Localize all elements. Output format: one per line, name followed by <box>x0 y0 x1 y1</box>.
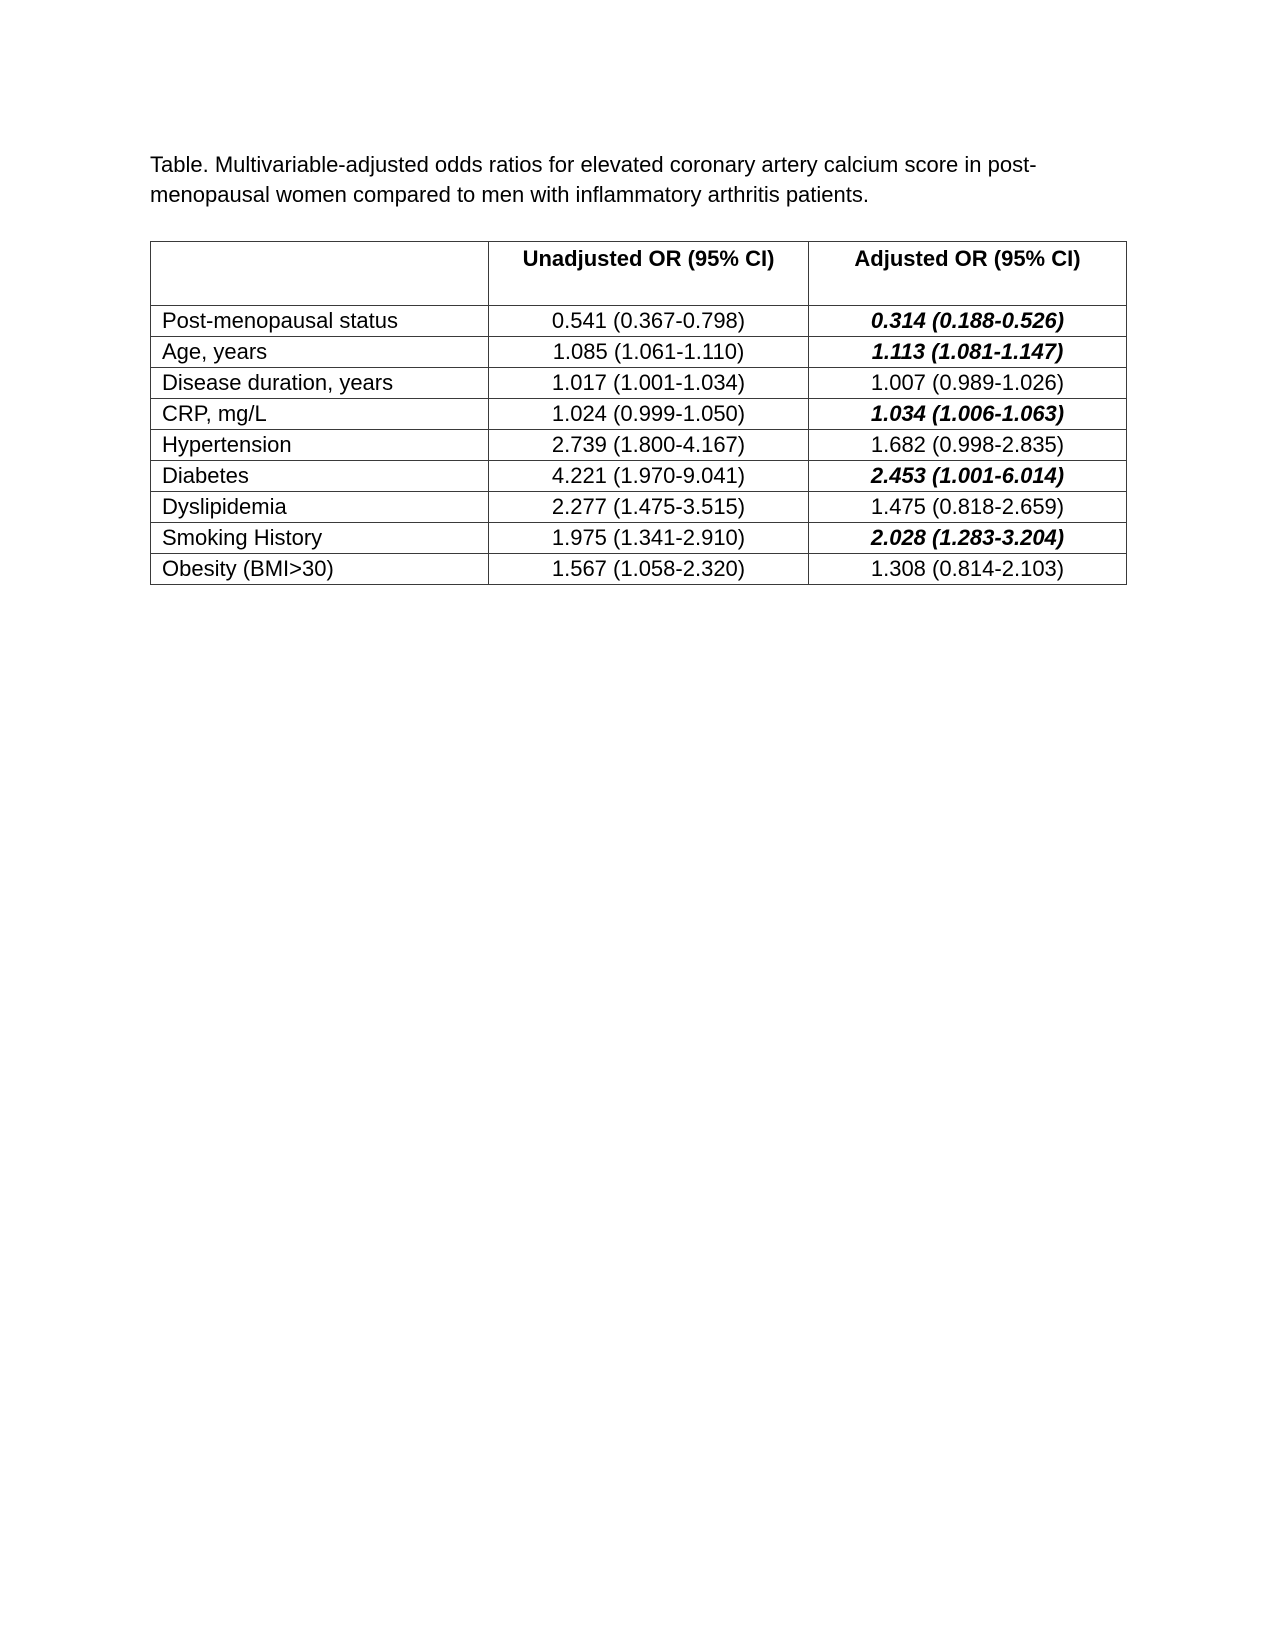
variable-cell: CRP, mg/L <box>151 399 489 430</box>
adjusted-or-cell: 0.314 (0.188-0.526) <box>809 306 1127 337</box>
adjusted-or-cell: 2.453 (1.001-6.014) <box>809 461 1127 492</box>
unadjusted-or-cell: 1.085 (1.061-1.110) <box>489 337 809 368</box>
unadjusted-or-cell: 1.017 (1.001-1.034) <box>489 368 809 399</box>
variable-cell: Disease duration, years <box>151 368 489 399</box>
header-variable <box>151 242 489 306</box>
variable-cell: Post-menopausal status <box>151 306 489 337</box>
header-unadjusted-or: Unadjusted OR (95% CI) <box>489 242 809 306</box>
table-row <box>151 337 1127 368</box>
unadjusted-or-cell: 1.567 (1.058-2.320) <box>489 554 809 585</box>
variable-cell: Hypertension <box>151 430 489 461</box>
table-body <box>151 306 1127 585</box>
unadjusted-or-cell: 0.541 (0.367-0.798) <box>489 306 809 337</box>
table-row <box>151 554 1127 585</box>
adjusted-or-cell: 2.028 (1.283-3.204) <box>809 523 1127 554</box>
table-header-row <box>151 242 1127 306</box>
unadjusted-or-cell: 1.024 (0.999-1.050) <box>489 399 809 430</box>
variable-cell: Smoking History <box>151 523 489 554</box>
adjusted-or-cell: 1.682 (0.998-2.835) <box>809 430 1127 461</box>
adjusted-or-cell: 1.475 (0.818-2.659) <box>809 492 1127 523</box>
table-row <box>151 523 1127 554</box>
unadjusted-or-cell: 1.975 (1.341-2.910) <box>489 523 809 554</box>
table-caption: Table. Multivariable-adjusted odds ratios for elevated coronary artery calcium score in post-menopausal women compared to men with inflammatory arthritis patients. <box>150 152 1037 207</box>
table-row <box>151 306 1127 337</box>
header-adjusted-or: Adjusted OR (95% CI) <box>809 242 1127 306</box>
unadjusted-or-cell: 4.221 (1.970-9.041) <box>489 461 809 492</box>
unadjusted-or-cell: 2.277 (1.475-3.515) <box>489 492 809 523</box>
unadjusted-or-cell: 2.739 (1.800-4.167) <box>489 430 809 461</box>
table-row <box>151 399 1127 430</box>
table-row <box>151 461 1127 492</box>
adjusted-or-cell: 1.113 (1.081-1.147) <box>809 337 1127 368</box>
table-row <box>151 430 1127 461</box>
table-row <box>151 368 1127 399</box>
odds-ratio-table <box>150 241 1127 585</box>
adjusted-or-cell: 1.007 (0.989-1.026) <box>809 368 1127 399</box>
variable-cell: Age, years <box>151 337 489 368</box>
variable-cell: Dyslipidemia <box>151 492 489 523</box>
variable-cell: Diabetes <box>151 461 489 492</box>
adjusted-or-cell: 1.034 (1.006-1.063) <box>809 399 1127 430</box>
adjusted-or-cell: 1.308 (0.814-2.103) <box>809 554 1127 585</box>
table-row <box>151 492 1127 523</box>
variable-cell: Obesity (BMI>30) <box>151 554 489 585</box>
